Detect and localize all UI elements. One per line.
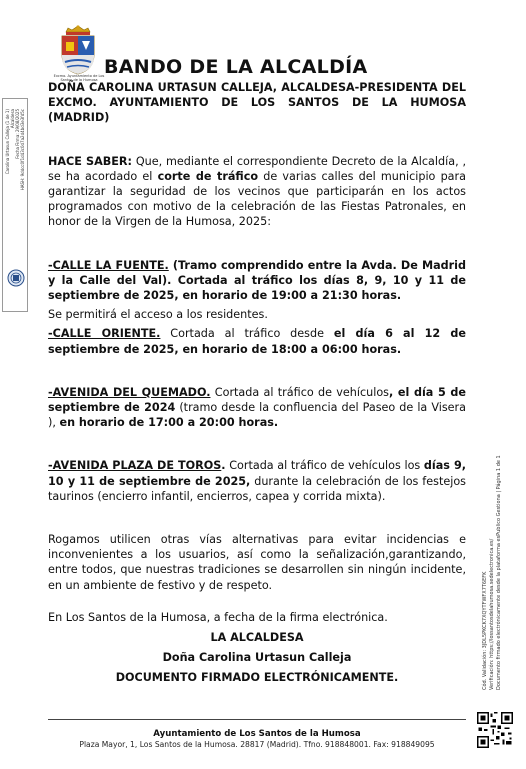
municipal-crest-icon	[56, 24, 100, 76]
street-name: -AVENIDA PLAZA DE TOROS	[48, 459, 222, 473]
stamp-line: Fecha Firma: 29/08/2025	[15, 109, 20, 159]
street-detail-2: (tramo desde la confluencia del Paseo de la Visera ),	[48, 401, 466, 430]
street-detail: Cortada al tráfico de vehículos los	[225, 459, 424, 473]
signature-stamp-text	[5, 109, 27, 229]
signature-note: DOCUMENTO FIRMADO ELECTRÓNICAMENTE.	[115, 671, 399, 685]
street-detail-2: durante la celebración de los festejos taurinos (encierro infantil, encierros, capea y corrida mixta).	[48, 474, 466, 503]
street-avenida-plaza-de-toros	[48, 458, 466, 504]
signature-block	[48, 630, 466, 686]
signature-role: LA ALCALDESA	[210, 631, 304, 645]
street-calle-la-fuente	[48, 258, 466, 304]
street-name-dot: .	[221, 459, 226, 473]
stamp-line: Carolina Urtasun Calleja (1 de 1)	[5, 109, 10, 175]
footer-divider	[48, 719, 466, 720]
street-calle-oriente	[48, 326, 466, 356]
corte-trafico-text: corte de tráfico	[157, 169, 259, 183]
street-name: -AVENIDA DEL QUEMADO.	[48, 385, 211, 399]
street-detail-bold: el día 6 al 12 de septiembre de 2025, en horario de 18:00 a 06:00 horas.	[48, 327, 467, 356]
footer-address: Plaza Mayor, 1, Los Santos de la Humosa. 28817 (Madrid). Tfno. 918848001. Fax: 918849095	[79, 740, 435, 749]
street-detail-bold: días 9, 10 y 11 de septiembre de 2025,	[48, 459, 466, 488]
stamp-line: Alcaldesa	[10, 109, 15, 129]
hace-saber-paragraph	[48, 154, 466, 230]
footer-organization: Ayuntamiento de Los Santos de la Humosa	[153, 729, 361, 739]
street-avenida-del-quemado	[48, 385, 466, 431]
street-name: -CALLE ORIENTE.	[48, 327, 161, 341]
intro-heading: DOÑA CAROLINA URTASUN CALLEJA, ALCALDESA-PRESIDENTA DEL EXCMO. AYUNTAMIENTO DE LOS SANTOS DE LA HUMOSA (MADRID)	[48, 81, 466, 125]
street-detail: Cortada al tráfico de vehículos	[210, 385, 389, 399]
place-date: En Los Santos de la Humosa, a fecha de la firma electrónica.	[48, 610, 388, 624]
street-name: -CALLE LA FUENTE.	[48, 258, 169, 272]
crest-caption: Excmo. Ayuntamiento de Los Santos de la Humosa	[53, 74, 105, 82]
street-detail: Cortada al tráfico desde	[160, 327, 334, 341]
qr-code-icon	[477, 712, 513, 748]
street-detail-bold: , el día 5 de septiembre de 2024	[48, 385, 466, 415]
closing-paragraph: Rogamos utilicen otras vías alternativas para evitar incidencias e inconvenientes a los usuarios, así como la señalización,garantizando, entre todos, que nuestras tradiciones se desarrollen sin ningún incidente, en un ambiente de festivo y de respeto.	[48, 533, 466, 592]
residents-note: Se permitirá el acceso a los residentes.	[48, 308, 268, 322]
stamp-line: HASH: 9ddcc0f1d43c0d7a2d4bd3e3fd5c	[20, 109, 25, 191]
signature-stamp	[2, 98, 28, 312]
page-title: BANDO DE LA ALCALDÍA	[104, 56, 368, 78]
street-detail: (Tramo comprendido entre la Avda. De Madrid y la Calle del Val). Cortada al tráfico los días 8, 9, 10 y 11 de septiembre de 2025, en horario de 19:00 a 21:30 horas.	[48, 258, 467, 303]
verification-text	[480, 455, 520, 694]
verification-url[interactable]: Verificación: https://lossantosdelahumosa.sedelectronica.es/	[489, 538, 495, 690]
verification-platform: Documento firmado electrónicamente desde la plataforma esPublico Gestiona | Página 1 de 1	[496, 455, 502, 690]
document-body	[48, 80, 466, 686]
street-detail-bold-2: en horario de 17:00 a 20:00 horas.	[59, 416, 279, 430]
hace-saber-text-2: de varias calles del municipio para garantizar la seguridad de los vecinos que participarán en los actos programados con motivo de la celebración de las Fiestas Patronales, en honor de la Virgen de la Humosa, 2025:	[48, 169, 466, 229]
signature-name: Doña Carolina Urtasun Calleja	[162, 651, 352, 665]
hace-saber-label: HACE SABER:	[48, 154, 133, 168]
hace-saber-text: Que, mediante el correspondiente Decreto de la Alcaldía, , se ha acordado el	[48, 154, 467, 183]
official-seal-icon	[7, 269, 25, 287]
verification-code: Cód. Validación: 3JDL5PKCK7XQYTFWFX7T6EFK	[482, 571, 488, 690]
